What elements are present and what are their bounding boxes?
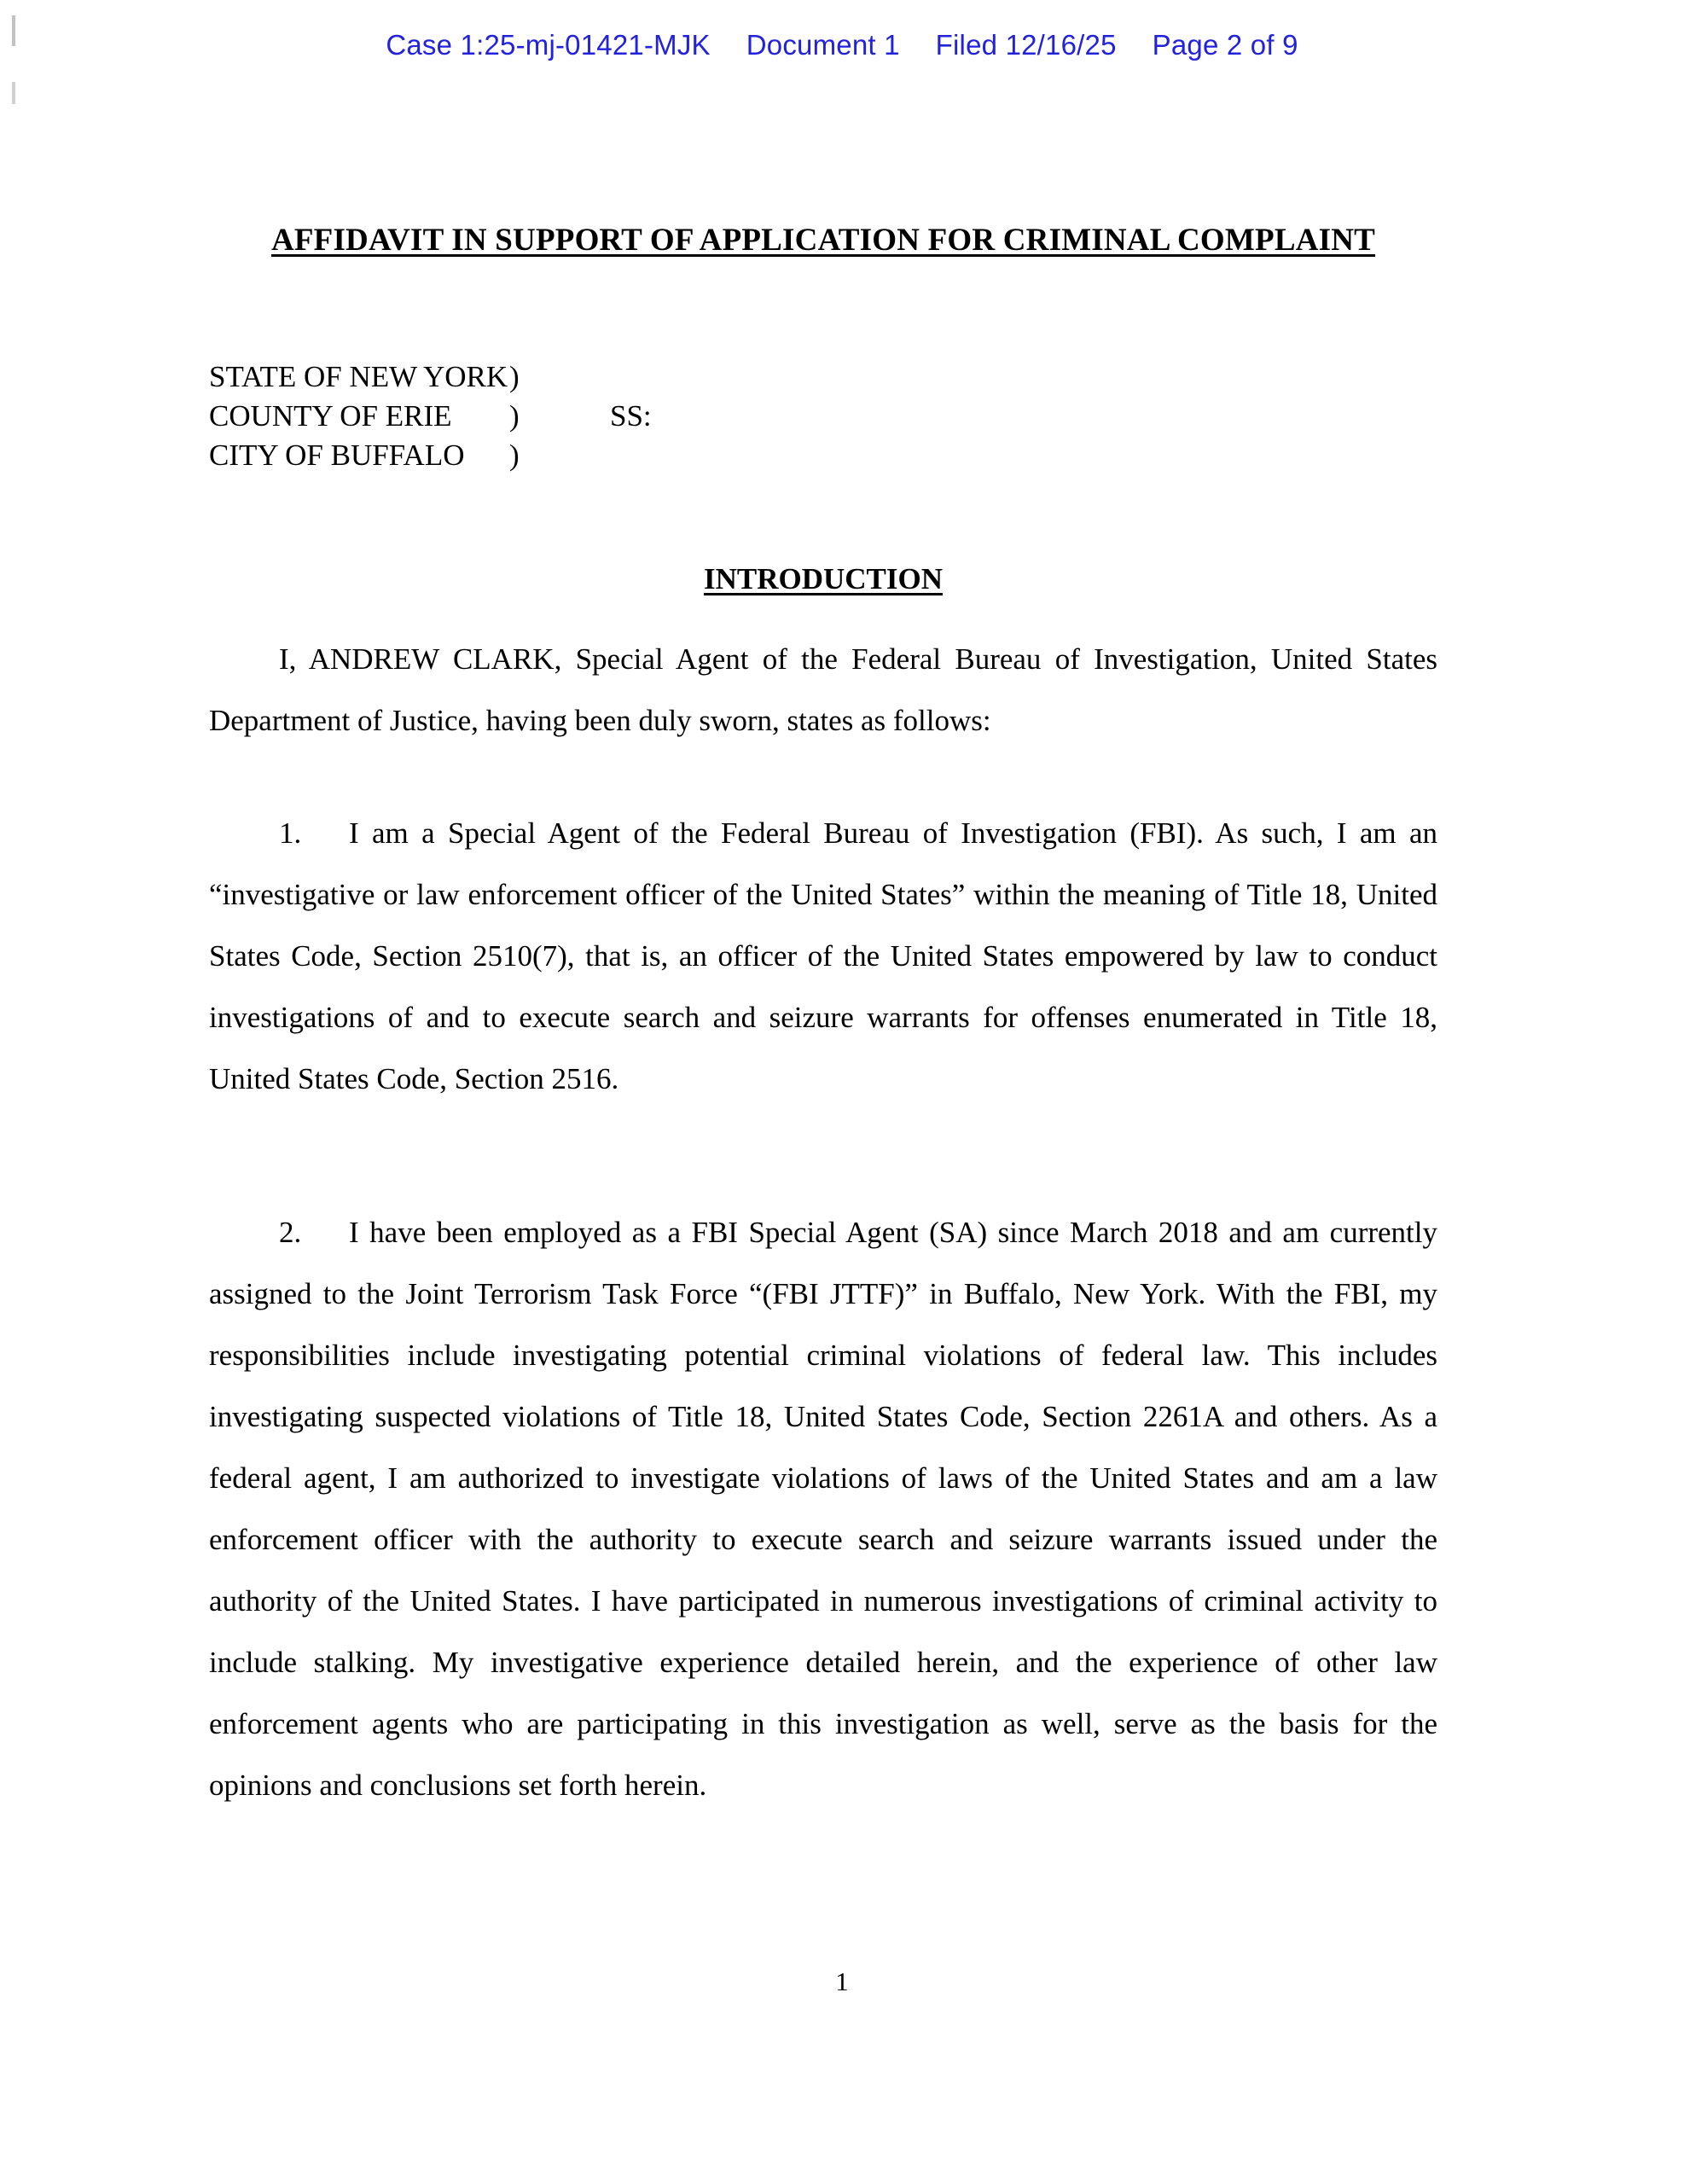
venue-place: CITY OF BUFFALO (209, 439, 465, 472)
ecf-page-indicator: Page 2 of 9 (1152, 29, 1298, 61)
venue-place: STATE OF NEW YORK (209, 360, 508, 393)
ecf-filed-date: Filed 12/16/25 (935, 29, 1117, 61)
numbered-paragraph-2 (209, 1202, 1437, 1816)
paragraph-number: 1. (279, 816, 302, 850)
page-title: AFFIDAVIT IN SUPPORT OF APPLICATION FOR CRIMINAL COMPLAINT (270, 223, 1376, 258)
paragraph-text: I am a Special Agent of the Federal Bureau of Investigation (FBI). As such, I am an “investigative or law enforcement officer of the United States” within the meaning of Title 18, United States Code, Section 2510(7), that is, an officer of the United States empowered by law to conduct investigations of and to execute search and seizure warrants for offenses enumerated in Title 18, United States Code, Section 2516. (209, 816, 1437, 1095)
venue-paren: ) (509, 439, 520, 472)
ecf-document-number: Document 1 (746, 29, 900, 61)
venue-caption-block (209, 357, 1437, 475)
scan-artifact (12, 82, 15, 104)
section-heading-introduction: INTRODUCTION (703, 562, 944, 595)
numbered-paragraph-1 (209, 803, 1437, 1110)
document-body (209, 213, 1437, 1816)
intro-paragraph: I, ANDREW CLARK, Special Agent of the Federal Bureau of Investigation, United States Department of Justice, having been duly sworn, states as follows: (209, 642, 1437, 737)
footer-page-number: 1 (835, 1966, 849, 1996)
venue-row (209, 397, 1437, 436)
venue-paren: ) (509, 360, 520, 393)
venue-place: COUNTY OF ERIE (209, 399, 452, 433)
paragraph-text: I have been employed as a FBI Special Agent (SA) since March 2018 and am currently assigned to the Joint Terrorism Task Force “(FBI JTTF)” in Buffalo, New York. With the FBI, my responsibilities include investigating potential criminal violations of federal law. This includes investigating suspected violations of Title 18, United States Code, Section 2261A and others. As a federal agent, I am authorized to investigate violations of laws of the United States and am a law enforcement officer with the authority to execute search and seizure warrants issued under the authority of the United States. I have participated in numerous investigations of criminal activity to include stalking. My investigative experience detailed herein, and the experience of other law enforcement agents who are participating in this investigation as well, serve as the basis for the opinions and conclusions set forth herein. (209, 1216, 1437, 1802)
paragraph-number: 2. (279, 1216, 302, 1249)
venue-paren: ) (509, 399, 520, 433)
ecf-filing-header (0, 29, 1684, 61)
venue-row (209, 357, 1437, 397)
venue-ss: SS: (610, 399, 652, 433)
ecf-case-number: Case 1:25-mj-01421-MJK (386, 29, 711, 61)
venue-row (209, 436, 1437, 475)
